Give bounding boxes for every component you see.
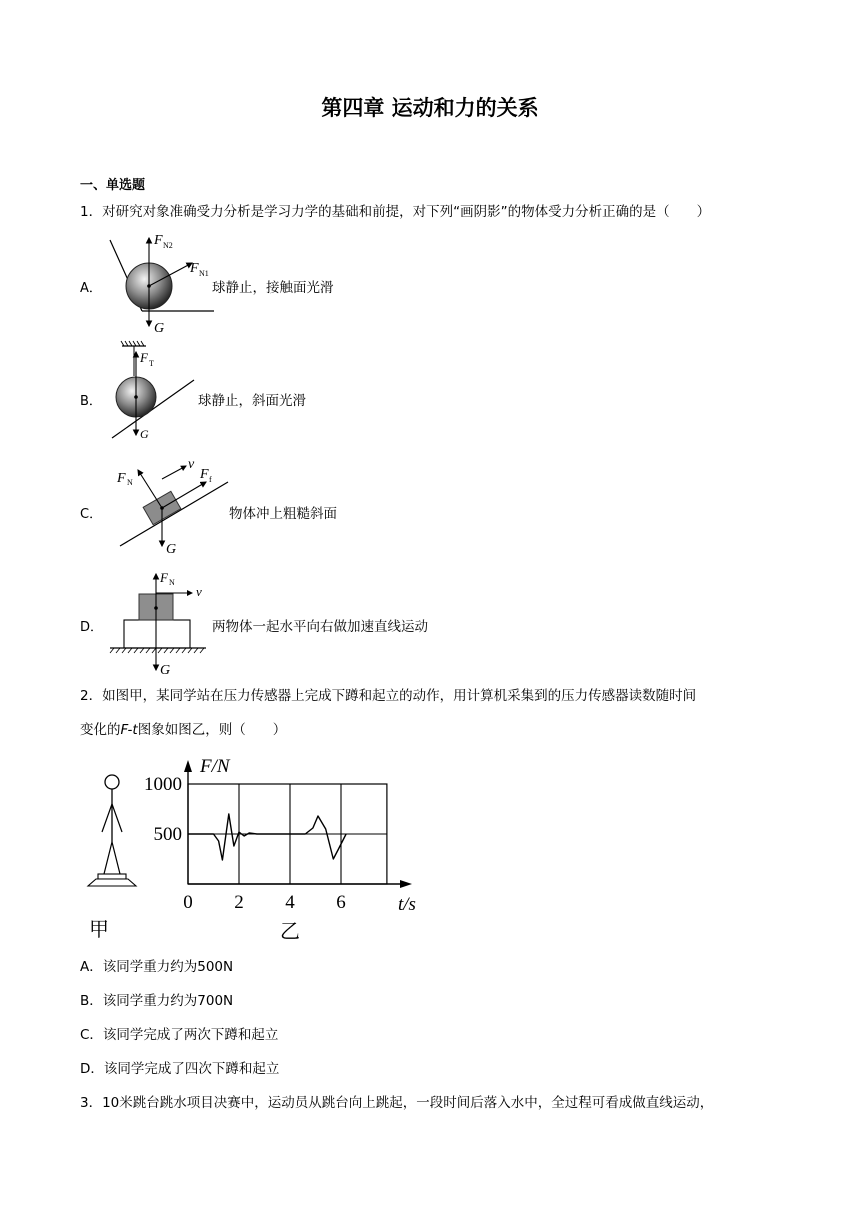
stem-text: 图象如图乙，则（ ）: [137, 722, 287, 738]
force-label: F: [200, 467, 209, 482]
figure-label-yi: 乙: [280, 919, 300, 943]
x-axis-arrow: [400, 880, 412, 888]
q1-option-c-label: C．: [80, 507, 103, 522]
x-tick-label: 2: [234, 892, 244, 913]
y-tick-label: 500: [153, 824, 182, 845]
force-label: F: [154, 233, 163, 248]
force-subscript: N2: [163, 241, 173, 250]
q1-option-b-label: B．: [80, 394, 102, 409]
force-label: F: [190, 261, 199, 276]
force-label: G: [166, 542, 177, 557]
q2-option-a: A．该同学重力约为500N: [80, 959, 234, 975]
velocity-label: v: [196, 584, 202, 599]
q2-figure-jia: [84, 770, 144, 945]
question-1-stem: 1．对研究对象准确受力分析是学习力学的基础和前提，对下列“画阴影”的物体受力分析正确的是（ ）: [80, 204, 711, 220]
force-label: F: [140, 350, 148, 365]
x-tick-label: 4: [285, 892, 295, 913]
q2-option-b: B．该同学重力约为700N: [80, 993, 234, 1009]
section-heading: 一、单选题: [80, 178, 146, 193]
q1-option-a-label: A．: [80, 281, 102, 296]
q1-option-d-label: D．: [80, 620, 104, 635]
q1-option-c-figure: [110, 456, 230, 558]
force-subscript: N: [127, 478, 133, 487]
y-tick-label: 1000: [144, 774, 182, 795]
q2-option-d: D．该同学完成了四次下蹲和起立: [80, 1061, 280, 1077]
ft-chart: [136, 750, 426, 945]
force-label: F: [117, 471, 126, 486]
force-subscript: N: [169, 578, 175, 587]
question-2-stem-line2: [80, 720, 286, 740]
force-subscript: T: [149, 359, 154, 368]
q1-option-d-caption: 两物体一起水平向右做加速直线运动: [212, 619, 428, 635]
force-curve: [188, 814, 346, 860]
q1-option-c-caption: 物体冲上粗糙斜面: [229, 506, 337, 522]
question-2-stem-line1: 2．如图甲，某同学站在压力传感器上完成下蹲和起立的动作，用计算机采集到的压力传感器读数随时间: [80, 688, 697, 704]
force-label: G: [154, 321, 165, 336]
question-3-stem: 3．10米跳台跳水项目决赛中，运动员从跳台向上跳起，一段时间后落入水中，全过程可看成做直线运动，: [80, 1095, 714, 1111]
figure-label-jia: 甲: [89, 917, 109, 941]
y-axis-label: F/N: [200, 756, 230, 777]
q1-option-a-caption: 球静止，接触面光滑: [212, 280, 334, 296]
velocity-label: v: [188, 457, 195, 472]
force-label: F: [160, 570, 168, 585]
stem-text: 变化的: [80, 722, 121, 738]
q1-option-b-caption: 球静止，斜面光滑: [198, 393, 306, 409]
stem-variable: F-t: [120, 722, 138, 738]
y-axis-arrow: [184, 760, 192, 772]
force-label: G: [140, 427, 149, 441]
force-subscript: N1: [199, 269, 209, 278]
q2-option-c: C．该同学完成了两次下蹲和起立: [80, 1027, 279, 1043]
q1-option-d-figure: [106, 568, 214, 678]
x-tick-label: 6: [336, 892, 346, 913]
force-subscript: f: [209, 475, 212, 484]
q1-option-a-figure: [104, 228, 214, 340]
x-tick-label: 0: [183, 892, 193, 913]
page-title: 第四章 运动和力的关系: [321, 96, 539, 120]
q1-option-b-figure: [104, 340, 204, 444]
x-axis-label: t/s: [398, 894, 416, 915]
force-label: G: [160, 663, 171, 678]
